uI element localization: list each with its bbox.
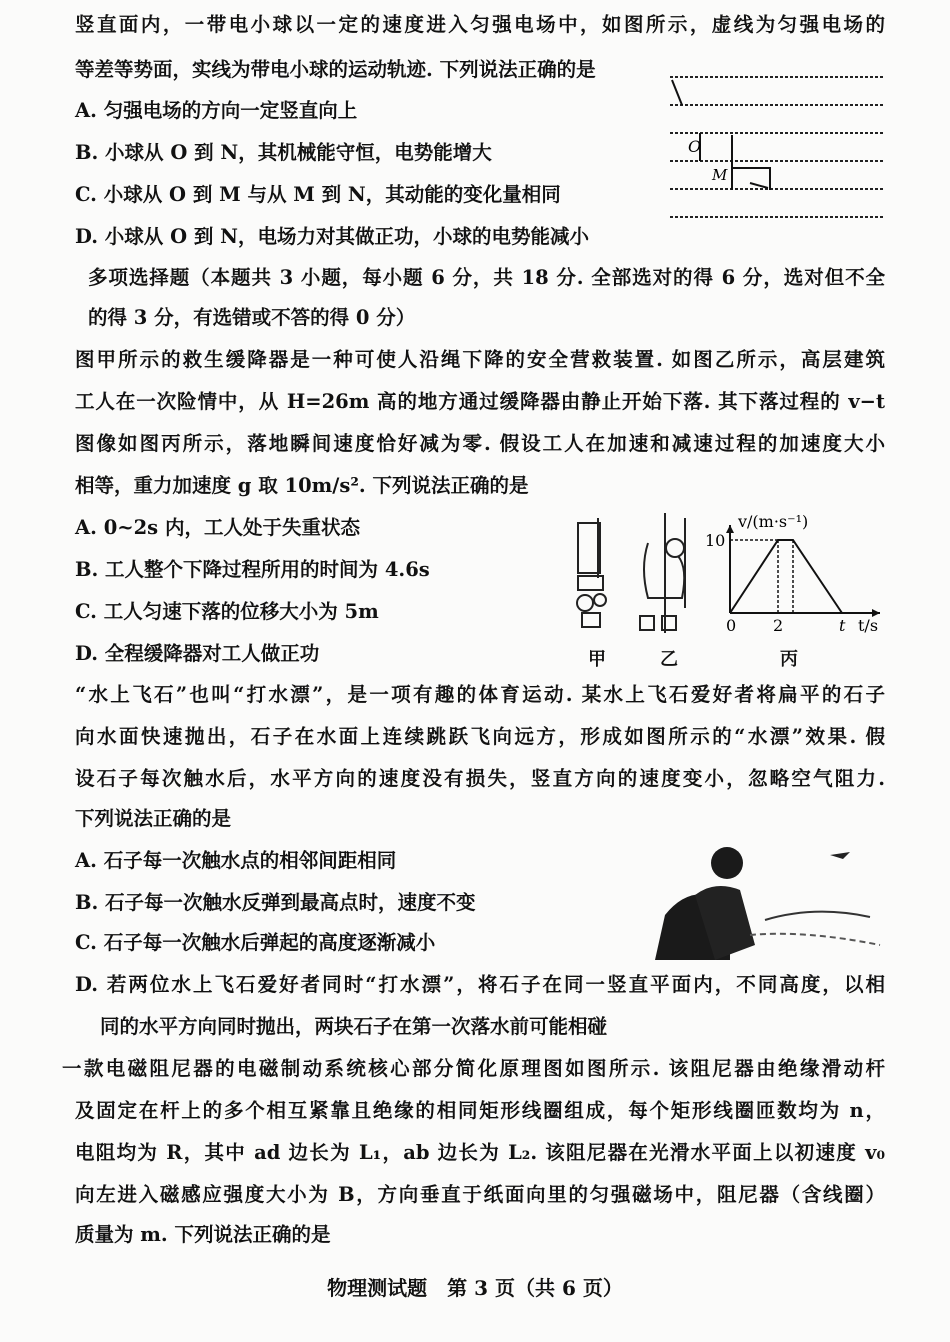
- electric-field-figure: [660, 60, 890, 230]
- question-stem-line: “水上飞石”也叫“打水漂”，是一项有趣的体育运动. 某水上飞石爱好者将扁平的石子: [75, 683, 885, 706]
- page-footer: 物理测试题 第 3 页（共 6 页）: [327, 1276, 623, 1300]
- caption-yi: 乙: [660, 649, 678, 670]
- rescue-device-illustration: [570, 508, 690, 638]
- velocity-time-graph: [700, 505, 890, 640]
- option-a: A. 石子每一次触水点的相邻间距相同: [75, 849, 397, 872]
- stone-skipping-photo: [655, 835, 885, 960]
- caption-jia: 甲: [588, 649, 606, 670]
- option-c: C. 小球从 O 到 M 与从 M 到 N，其动能的变化量相同: [75, 183, 561, 206]
- option-a: A. 匀强电场的方向一定竖直向上: [75, 99, 358, 122]
- option-a: A. 0~2s 内，工人处于失重状态: [75, 516, 360, 539]
- label-o: O: [688, 137, 702, 156]
- question-stem-line: 图甲所示的救生缓降器是一种可使人沿绳下降的安全营救装置. 如图乙所示，高层建筑: [75, 348, 885, 371]
- question-stem-line: 下列说法正确的是: [75, 807, 232, 830]
- velocity-curve: [730, 540, 842, 613]
- caption-bing: 丙: [780, 649, 798, 670]
- x-axis-label: t/s: [858, 616, 879, 635]
- question-stem-line: 电阻均为 R，其中 ad 边长为 L₁，ab 边长为 L₂. 该阻尼器在光滑水平面上以初速度 v₀: [75, 1141, 885, 1164]
- question-stem-line: 向水面快速抛出，石子在水面上连续跳跃飞向远方，形成如图所示的“水漂”效果. 假: [75, 725, 885, 748]
- option-b: B. 小球从 O 到 N，其机械能守恒，电势能增大: [75, 141, 492, 164]
- y-axis-label: v/(m·s⁻¹): [738, 512, 809, 531]
- label-m: M: [712, 166, 728, 184]
- section-heading-line: 的得 3 分，有选错或不答的得 0 分）: [88, 306, 416, 329]
- question-stem-line: 质量为 m. 下列说法正确的是: [75, 1223, 331, 1246]
- option-c: C. 工人匀速下落的位移大小为 5m: [75, 600, 379, 623]
- option-d-continued: 同的水平方向同时抛出，两块石子在第一次落水前可能相碰: [100, 1015, 608, 1038]
- option-c: C. 石子每一次触水后弹起的高度逐渐减小: [75, 931, 436, 954]
- option-d: D. 若两位水上飞石爱好者同时“打水漂”，将石子在同一竖直平面内，不同高度，以相: [75, 973, 885, 996]
- option-d: D. 全程缓降器对工人做正功: [75, 642, 320, 665]
- x-tick-2: 2: [773, 616, 784, 635]
- question-stem-line: 及固定在杆上的多个相互紧靠且绝缘的相同矩形线圈组成，每个矩形线圈匝数均为 n，: [75, 1099, 885, 1122]
- y-tick-10: 10: [705, 531, 726, 550]
- question-stem-line: 工人在一次险情中，从 H=26m 高的地方通过缓降器由静止开始下落. 其下落过程的 v−t: [75, 390, 885, 413]
- question-stem-line: 相等，重力加速度 g 取 10m/s². 下列说法正确的是: [75, 474, 529, 497]
- question-stem-line: 设石子每次触水后，水平方向的速度没有损失，竖直方向的速度变小，忽略空气阻力.: [75, 767, 885, 790]
- question-stem-line: 向左进入磁感应强度大小为 B，方向垂直于纸面向里的匀强磁场中，阻尼器（含线圈）: [75, 1183, 885, 1206]
- option-d: D. 小球从 O 到 N，电场力对其做正功，小球的电势能减小: [75, 225, 589, 248]
- question-stem-line: 竖直面内，一带电小球以一定的速度进入匀强电场中，如图所示，虚线为匀强电场的: [75, 13, 885, 36]
- x-tick-t: t: [839, 616, 846, 635]
- question-stem-line: 等差等势面，实线为带电小球的运动轨迹. 下列说法正确的是: [75, 58, 596, 81]
- section-heading: 多项选择题（本题共 3 小题，每小题 6 分，共 18 分. 全部选对的得 6 分，选对但不全: [88, 266, 885, 289]
- option-b: B. 石子每一次触水反弹到最高点时，速度不变: [75, 891, 476, 914]
- question-stem-line: 一款电磁阻尼器的电磁制动系统核心部分简化原理图如图所示. 该阻尼器由绝缘滑动杆: [62, 1057, 885, 1080]
- option-b: B. 工人整个下降过程所用的时间为 4.6s: [75, 558, 430, 581]
- question-stem-line: 图像如图丙所示，落地瞬间速度恰好减为零. 假设工人在加速和减速过程的加速度大小: [75, 432, 885, 455]
- x-tick-0: 0: [726, 616, 737, 635]
